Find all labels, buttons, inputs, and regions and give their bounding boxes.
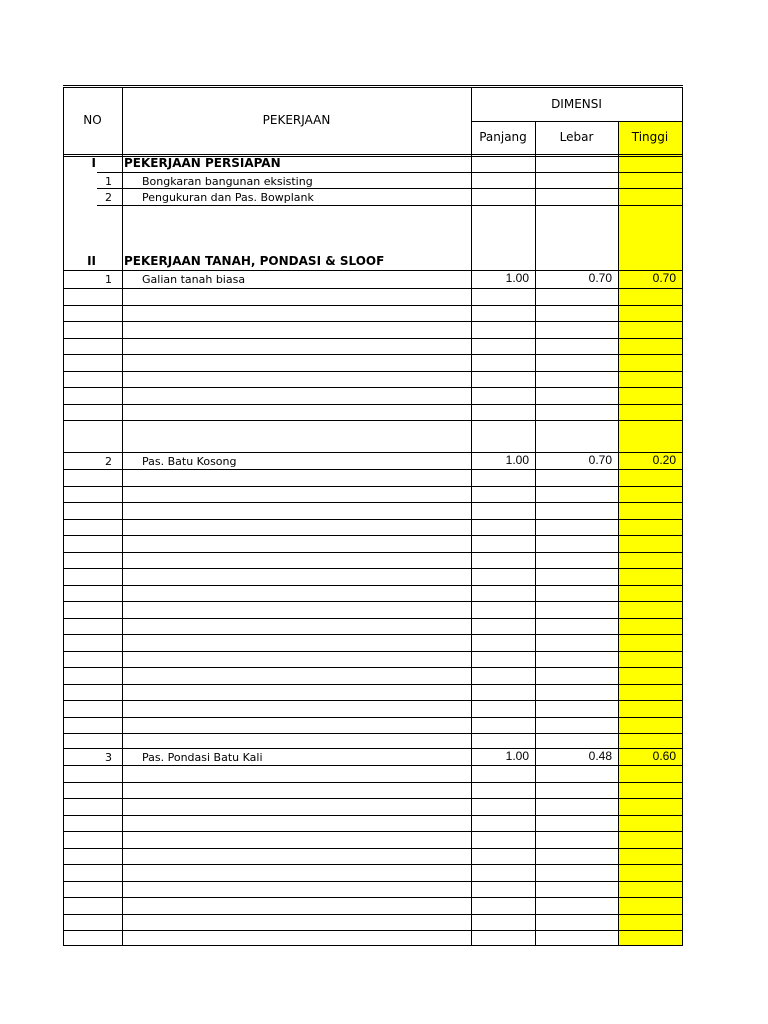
table-bottom-border: [63, 945, 683, 946]
col-divider-lebar: [618, 121, 619, 945]
row-line: [63, 848, 682, 849]
lebar-value[interactable]: 0.70: [588, 453, 612, 467]
item-description[interactable]: Pengukuran dan Pas. Bowplank: [142, 191, 314, 204]
row-line: [63, 288, 682, 289]
row-line: [63, 733, 682, 734]
row-line: [63, 354, 682, 355]
section-title[interactable]: PEKERJAAN PERSIAPAN: [124, 156, 281, 170]
row-line: [63, 831, 682, 832]
panjang-value[interactable]: 1.00: [505, 749, 529, 763]
header-tinggi[interactable]: Tinggi: [631, 130, 669, 144]
row-line: [63, 651, 682, 652]
row-line: [63, 601, 682, 602]
panjang-value[interactable]: 1.00: [505, 271, 529, 285]
row-line: [63, 420, 682, 421]
panjang-value[interactable]: 1.00: [505, 453, 529, 467]
table-right-border: [682, 87, 683, 946]
section-title[interactable]: PEKERJAAN TANAH, PONDASI & SLOOF: [124, 254, 385, 268]
row-line: [63, 897, 682, 898]
table-left-border: [63, 87, 64, 946]
row-line: [63, 864, 682, 865]
row-line: [63, 338, 682, 339]
row-line: [63, 717, 682, 718]
row-line: [63, 700, 682, 701]
header-panjang[interactable]: Panjang: [479, 130, 527, 144]
row-line: [63, 305, 682, 306]
row-line: [63, 930, 682, 931]
header-pekerjaan[interactable]: PEKERJAAN: [262, 113, 331, 127]
row-line: [63, 387, 682, 388]
lebar-value[interactable]: 0.70: [588, 271, 612, 285]
row-line: [63, 568, 682, 569]
lebar-value[interactable]: 0.48: [588, 749, 612, 763]
row-line: [63, 585, 682, 586]
col-divider-pekerjaan: [471, 87, 472, 945]
row-line: [63, 798, 682, 799]
row-line: [63, 321, 682, 322]
row-line: [63, 782, 682, 783]
item-number[interactable]: 3: [105, 751, 112, 764]
row-line: [63, 371, 682, 372]
header-no[interactable]: NO: [83, 113, 102, 127]
section-number[interactable]: I: [91, 156, 96, 170]
row-line: [63, 618, 682, 619]
item-number[interactable]: 1: [105, 175, 112, 188]
col-divider-panjang: [535, 121, 536, 945]
row-line: [63, 684, 682, 685]
section-number[interactable]: II: [87, 254, 96, 268]
row-line: [63, 486, 682, 487]
row-line: [63, 552, 682, 553]
row-line: [63, 519, 682, 520]
item-description[interactable]: Bongkaran bangunan eksisting: [142, 175, 313, 188]
col-divider-no: [122, 87, 123, 945]
tinggi-value[interactable]: 0.70: [652, 271, 676, 285]
item-description[interactable]: Galian tanah biasa: [142, 273, 246, 286]
row-line: [63, 815, 682, 816]
tinggi-column-highlight: [618, 121, 682, 945]
item-number[interactable]: 2: [105, 455, 112, 468]
row-line: [63, 667, 682, 668]
item-description[interactable]: Pas. Batu Kosong: [142, 455, 237, 468]
tinggi-value[interactable]: 0.20: [652, 453, 676, 467]
row-line: [63, 404, 682, 405]
item-number[interactable]: 2: [105, 191, 112, 204]
item-description[interactable]: Pas. Pondasi Batu Kali: [142, 751, 263, 764]
item-number[interactable]: 1: [105, 273, 112, 286]
row-line: [63, 535, 682, 536]
tinggi-value[interactable]: 0.60: [652, 749, 676, 763]
header-dimensi[interactable]: DIMENSI: [551, 97, 602, 111]
row-line: [63, 634, 682, 635]
row-line: [63, 914, 682, 915]
table-top-border-outer: [63, 85, 683, 86]
row-line: [63, 502, 682, 503]
header-lebar[interactable]: Lebar: [559, 130, 594, 144]
row-line: [63, 881, 682, 882]
